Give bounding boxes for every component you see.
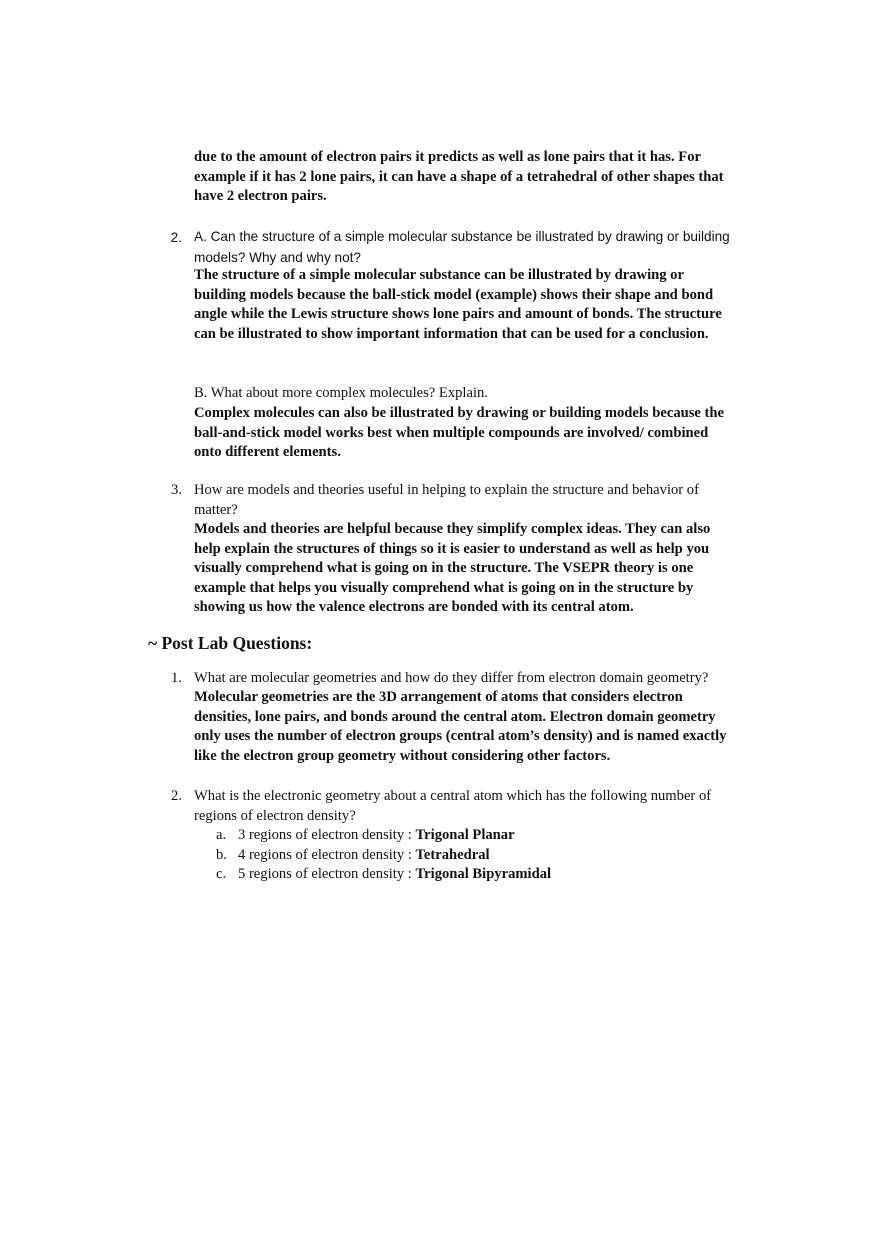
question-2a-answer: The structure of a simple molecular substance can be illustrated by drawing or building models because the ball-stick model (example) shows their shape and bond angle while the Lewis structure shows lone pairs and amount of bonds. The structure can be illustrated to show important information that can be used for a conclusion. [194,267,722,342]
question-3-number: 3. [171,482,182,498]
post-question-2-text: What is the electronic geometry about a central atom which has the following number of regions of electron density? [194,788,712,824]
question-2b-answer: Complex molecules can also be illustrated by drawing or building models because the ball-and-stick model works best when multiple compounds are involved/ combined onto different elements. [194,405,724,461]
list-item [216,826,515,846]
list-item-text: 5 regions of electron density : [238,866,416,882]
question-2b-text: B. What about more complex molecules? Explain. [194,385,488,401]
list-item-text: 4 regions of electron density : [238,847,416,863]
question-2a-text [194,227,734,268]
list-item [216,865,551,885]
list-item-letter: b. [216,847,227,863]
list-item-letter: a. [216,827,227,843]
question-3-answer: Models and theories are helpful because they simplify complex ideas. They can also help explain the structures of things so it is easier to understand as well as help you visually comprehend what is going on in the structure. The VSEPR theory is one example that helps you visually comprehend what is going on in the structure by showing us how the valence electrons are bonded with its central atom. [194,521,711,616]
question-2-number: 2. [170,230,182,245]
list-item-text: 3 regions of electron density : [238,827,416,843]
list-item-letter: c. [216,866,227,882]
list-item-answer: Tetrahedral [415,847,490,863]
post-question-1-text: What are molecular geometries and how do they differ from electron domain geometry? [194,670,709,686]
question-2a-label: A. Can the structure of a simple molecular substance be illustrated by drawing or building models? Why and why not? [194,229,730,265]
post-question-1-answer: Molecular geometries are the 3D arrangement of atoms that considers electron densities, lone pairs, and bonds around the central atom. Electron domain geometry only uses the number of electron groups (central atom’s density) and is named exactly like the electron group geometry without considering other factors. [194,689,727,764]
post-lab-heading: ~ Post Lab Questions: [148,633,313,653]
question-3-text: How are models and theories useful in helping to explain the structure and behavior of matter? [194,482,699,518]
list-item-answer: Trigonal Planar [415,827,515,843]
post-question-1-number: 1. [171,670,182,686]
continued-answer: due to the amount of electron pairs it predicts as well as lone pairs that it has. For example if it has 2 lone pairs, it can have a shape of a tetrahedral of other shapes that have 2 electron pairs. [194,149,724,205]
post-question-2-number: 2. [171,788,182,804]
list-item-answer: Trigonal Bipyramidal [415,866,552,882]
list-item [216,846,490,866]
